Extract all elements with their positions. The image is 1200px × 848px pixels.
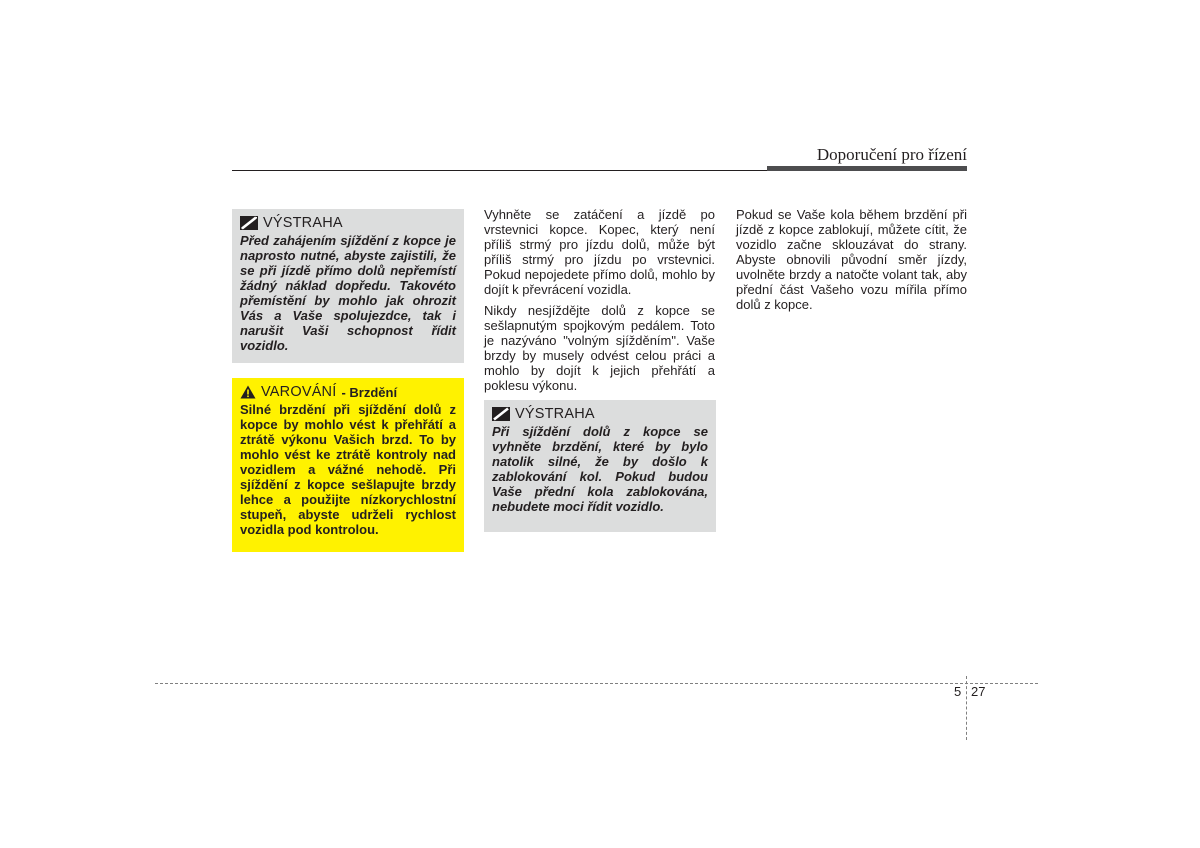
prohibition-slash-icon	[492, 407, 510, 421]
footer-divider	[966, 676, 967, 740]
warning-triangle-icon	[240, 385, 256, 399]
caution-box-header	[240, 384, 456, 400]
warning-title: VÝSTRAHA	[263, 215, 343, 231]
paragraph: Vyhněte se zatáčení a jízdě po vrstevnici kopce. Kopec, který není příliš strmý pro jízdu dolů, může být příliš strmý pro jízdu po vrstevnici. Pokud nepojedete přímo dolů, mohlo by dojít k převrácení vozidla.	[484, 207, 715, 297]
footer-rule	[155, 683, 1038, 684]
warning-text: Před zahájením sjíždění z kopce je naprosto nutné, abyste zajistili, že se při jízdě přímo dolů nepřemístí žádný náklad dopředu. Takovéto přemístění by mohlo jak ohrozit Vás a Vaše spolujezdce, tak i narušit Vaši schopnost řídit vozidlo.	[240, 233, 456, 353]
paragraph: Nikdy nesjíždějte dolů z kopce se sešlapnutým spojkovým pedálem. Toto je nazýváno "volným sjížděním". Vaše brzdy by musely odvést celou práci a mohlo by dojít k jejich přehřátí a poklesu výkonu.	[484, 303, 715, 393]
paragraph: Pokud se Vaše kola během brzdění při jízdě z kopce zablokují, můžete cítit, že vozidlo začne sklouzávat do strany. Abyste obnovili původní směr jízdy, uvolněte brzdy a natočte volant tak, aby přední část Vašeho vozu mířila přímo dolů z kopce.	[736, 207, 967, 312]
caution-box	[232, 378, 464, 552]
header-rule-accent	[767, 166, 967, 171]
header-rule	[232, 170, 767, 171]
middle-column	[484, 207, 715, 399]
caution-text: Silné brzdění při sjíždění dolů z kopce by mohlo vést k přehřátí a ztrátě výkonu Vašich brzd. To by mohlo vést ke ztrátě kontroly nad vozidlem a vážné nehodě. Při sjíždění z kopce sešlapujte brzdy lehce a použijte nízkorychlostní stupeň, abyste udrželi rychlost vozidla pod kontrolou.	[240, 402, 456, 537]
warning-box	[484, 400, 716, 532]
caution-title: VAROVÁNÍ	[261, 384, 337, 400]
warning-title: VÝSTRAHA	[515, 406, 595, 422]
section-title: Doporučení pro řízení	[816, 145, 967, 164]
caution-subtitle: - Brzdění	[341, 384, 398, 400]
right-column	[736, 207, 967, 318]
warning-text: Při sjíždění dolů z kopce se vyhněte brzdění, které by bylo natolik silné, že by došlo k zablokování kol. Pokud budou Vaše přední kola zablokována, nebudete moci řídit vozidlo.	[492, 424, 708, 514]
warning-box	[232, 209, 464, 363]
page-number: 27	[971, 684, 986, 699]
prohibition-slash-icon	[240, 216, 258, 230]
chapter-number: 5	[954, 684, 962, 699]
warning-box-header	[240, 215, 456, 231]
warning-box-header	[492, 406, 708, 422]
